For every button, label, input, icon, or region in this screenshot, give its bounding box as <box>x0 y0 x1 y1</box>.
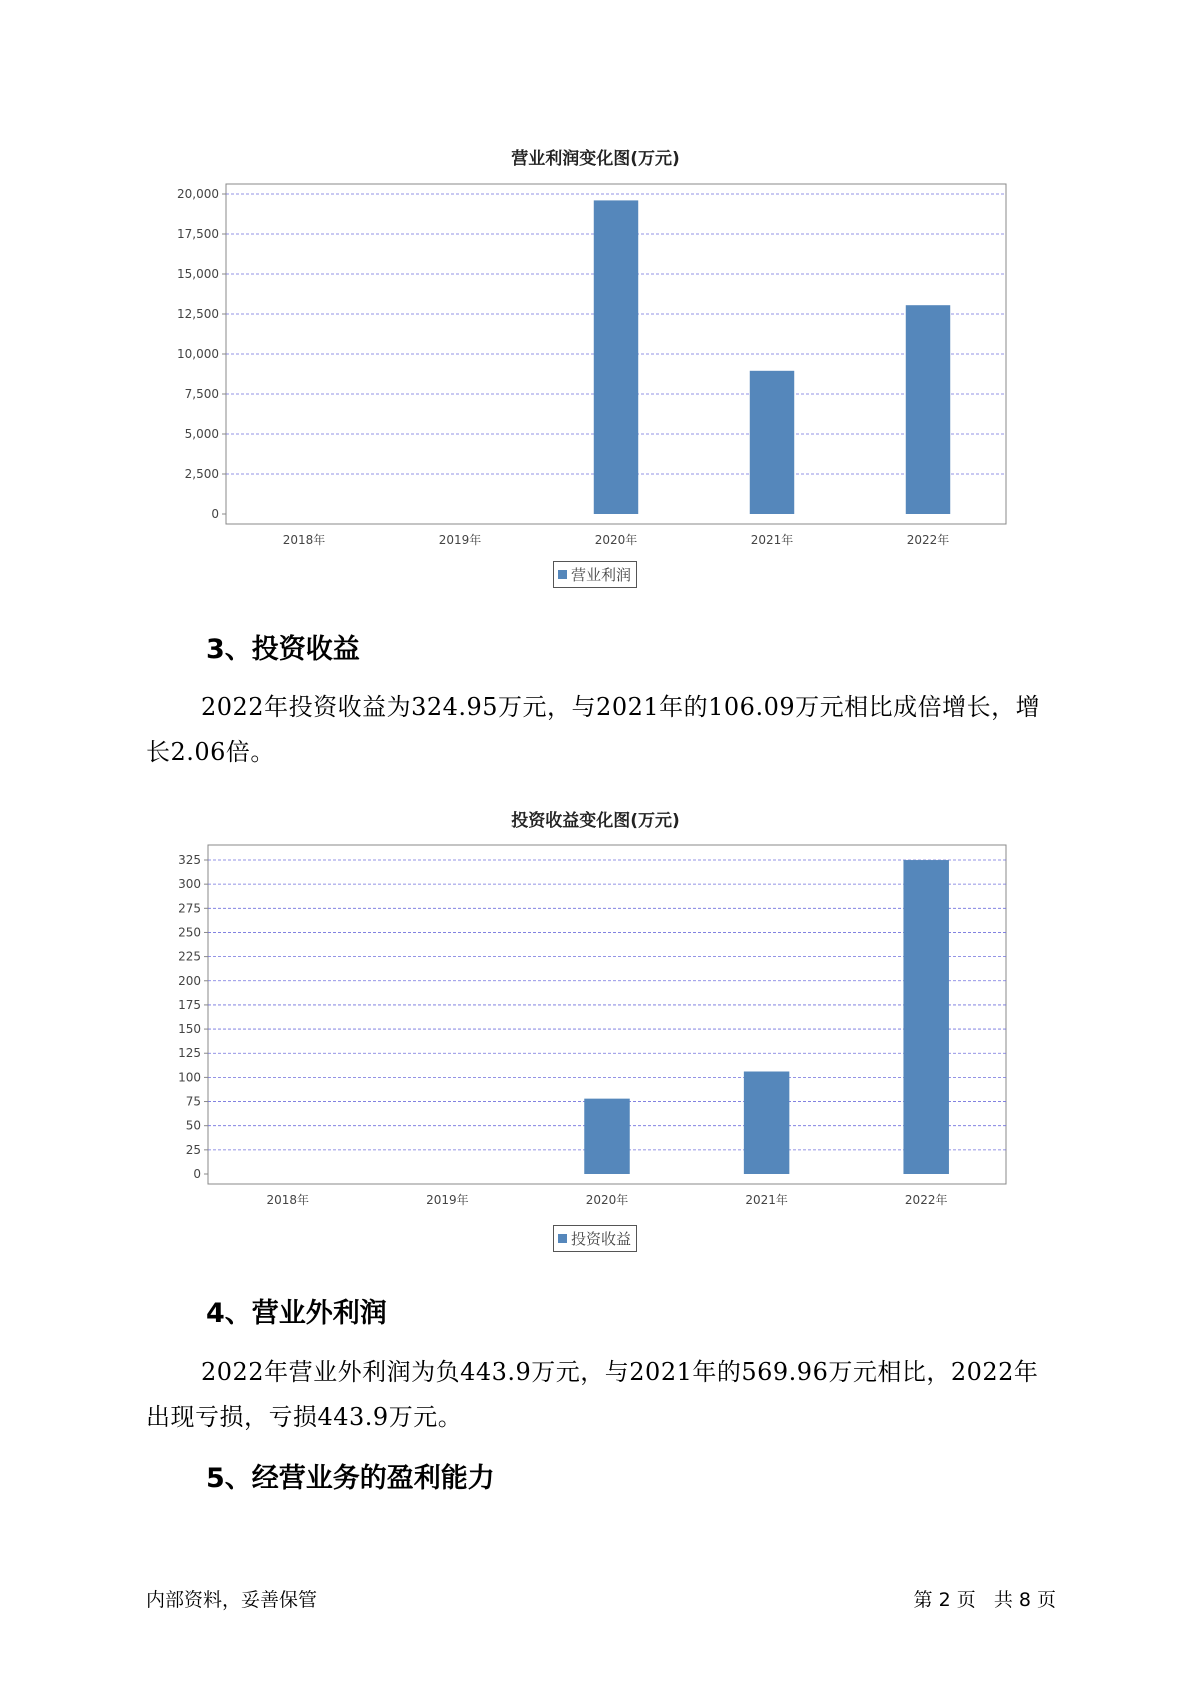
y-tick-label: 15,000 <box>177 267 219 281</box>
x-tick-label: 2019年 <box>426 1193 469 1207</box>
y-tick-label: 325 <box>178 853 201 867</box>
legend-swatch <box>558 1234 567 1243</box>
x-tick-label: 2022年 <box>904 1193 948 1207</box>
y-tick-label: 0 <box>193 1167 201 1181</box>
y-tick-label: 200 <box>178 973 201 988</box>
bar <box>584 1099 629 1174</box>
x-tick-label: 2020年 <box>594 533 638 547</box>
bar <box>903 860 948 1174</box>
y-tick-label: 10,000 <box>177 347 219 361</box>
chart1-title: 营业利润变化图(万元) <box>511 149 680 169</box>
bar <box>750 371 794 514</box>
y-tick-label: 17,500 <box>177 227 219 241</box>
chart2-legend-label: 投资收益 <box>571 1230 632 1248</box>
x-tick-label: 2018年 <box>266 1193 310 1207</box>
legend-swatch <box>558 570 567 579</box>
x-tick-label: 2019年 <box>438 533 482 547</box>
y-tick-label: 125 <box>178 1046 201 1061</box>
y-tick-label: 75 <box>185 1094 201 1109</box>
bar <box>744 1072 789 1174</box>
y-tick-label: 175 <box>178 997 201 1012</box>
chart2-legend <box>553 1225 637 1252</box>
x-tick-label: 2021年 <box>745 1193 788 1207</box>
x-tick-label: 2020年 <box>585 1193 629 1207</box>
y-tick-label: 100 <box>178 1070 201 1085</box>
y-tick-label: 0 <box>211 507 219 521</box>
section-3-paragraph: 2022年投资收益为324.95万元，与2021年的106.09万元相比成倍增长，增长2.06倍。 <box>146 693 1041 766</box>
y-tick-label: 7,500 <box>184 387 219 401</box>
y-tick-label: 250 <box>178 925 201 940</box>
y-tick-label: 25 <box>185 1142 201 1157</box>
y-tick-label: 50 <box>185 1118 201 1133</box>
bar <box>906 305 950 514</box>
y-tick-label: 300 <box>178 877 201 892</box>
x-tick-label: 2021年 <box>750 533 794 547</box>
section-5-heading: 5、经营业务的盈利能力 <box>206 1463 495 1494</box>
y-tick-label: 150 <box>178 1022 201 1037</box>
section-4-paragraph: 2022年营业外利润为负443.9万元，与2021年的569.96万元相比，2022年出现亏损，亏损443.9万元。 <box>146 1358 1039 1431</box>
bar <box>594 200 638 514</box>
footer-confidential: 内部资料，妥善保管 <box>146 1589 318 1611</box>
y-tick-label: 5,000 <box>184 427 219 441</box>
x-tick-label: 2018年 <box>282 533 326 547</box>
y-tick-label: 20,000 <box>177 187 219 201</box>
y-tick-label: 275 <box>178 901 201 916</box>
section-3-heading: 3、投资收益 <box>206 634 360 665</box>
y-tick-label: 2,500 <box>184 467 219 481</box>
footer-page-number: 第 2 页 共 8 页 <box>913 1589 1056 1611</box>
chart1-legend-label: 营业利润 <box>571 566 632 584</box>
chart1-legend <box>553 561 637 588</box>
y-tick-label: 12,500 <box>177 307 219 321</box>
chart2-title: 投资收益变化图(万元) <box>511 811 680 831</box>
section-4-heading: 4、营业外利润 <box>206 1298 387 1329</box>
y-tick-label: 225 <box>178 949 201 964</box>
x-tick-label: 2022年 <box>906 533 950 547</box>
